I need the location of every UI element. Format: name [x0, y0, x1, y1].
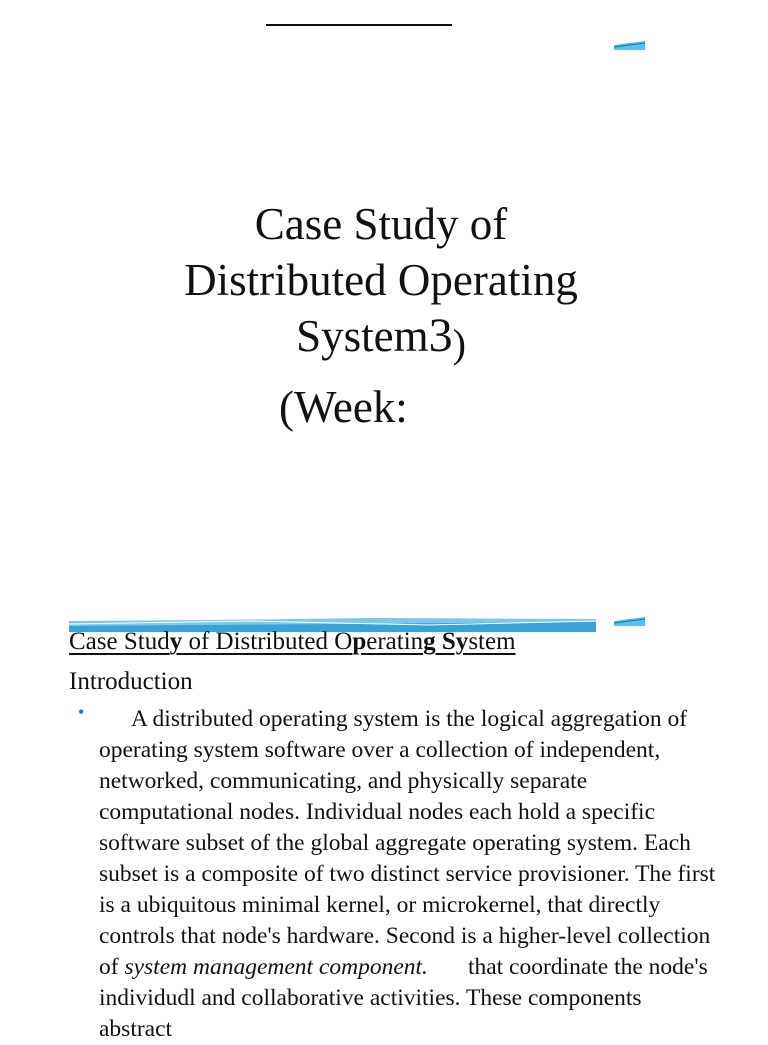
body-paragraph	[99, 704, 719, 1045]
header-rule	[266, 24, 452, 26]
heading-part: eratin	[366, 628, 424, 655]
title-week-number: 3	[428, 309, 453, 362]
intro-label: Introduction	[69, 668, 193, 695]
title-line-1: Case Study of	[254, 199, 508, 249]
body-text: A distributed operating system is the logical aggregation of operating system software over a collection of independent, networked, communicating, and physically separate computational nodes. Individual nodes each hold a specific software subset of the global aggregate operating system. Each subset is a composite of two distinct service provisioner. The first is a ubiquitous minimal kernel, or microkernel, that directly controls that node's hardware. Second is a higher-level collection of	[99, 706, 716, 980]
heading-part: p	[352, 628, 367, 655]
heading-part: of Distributed O	[182, 628, 353, 655]
bullet-dot-icon: •	[78, 702, 85, 722]
heading-part: g Sy	[423, 628, 469, 655]
heading-part: Case Stud	[69, 628, 170, 655]
title-system: System	[296, 311, 429, 361]
title-week-label: (Week:	[279, 382, 408, 432]
heading-part: stem	[468, 628, 516, 655]
slide-title	[140, 196, 622, 366]
heading-part: y	[169, 628, 183, 655]
section-heading	[69, 626, 516, 658]
body-text-tail: that coordinate the node's individudl and collaborative activities. These components abstract	[99, 954, 708, 1042]
decorative-wave-top	[614, 41, 645, 50]
body-italic-text: system management component.	[124, 954, 428, 980]
decorative-wave-bottom	[614, 617, 645, 626]
title-line-3	[140, 308, 622, 366]
title-line-2: Distributed Operating	[184, 255, 578, 305]
title-close-paren: )	[452, 321, 466, 366]
